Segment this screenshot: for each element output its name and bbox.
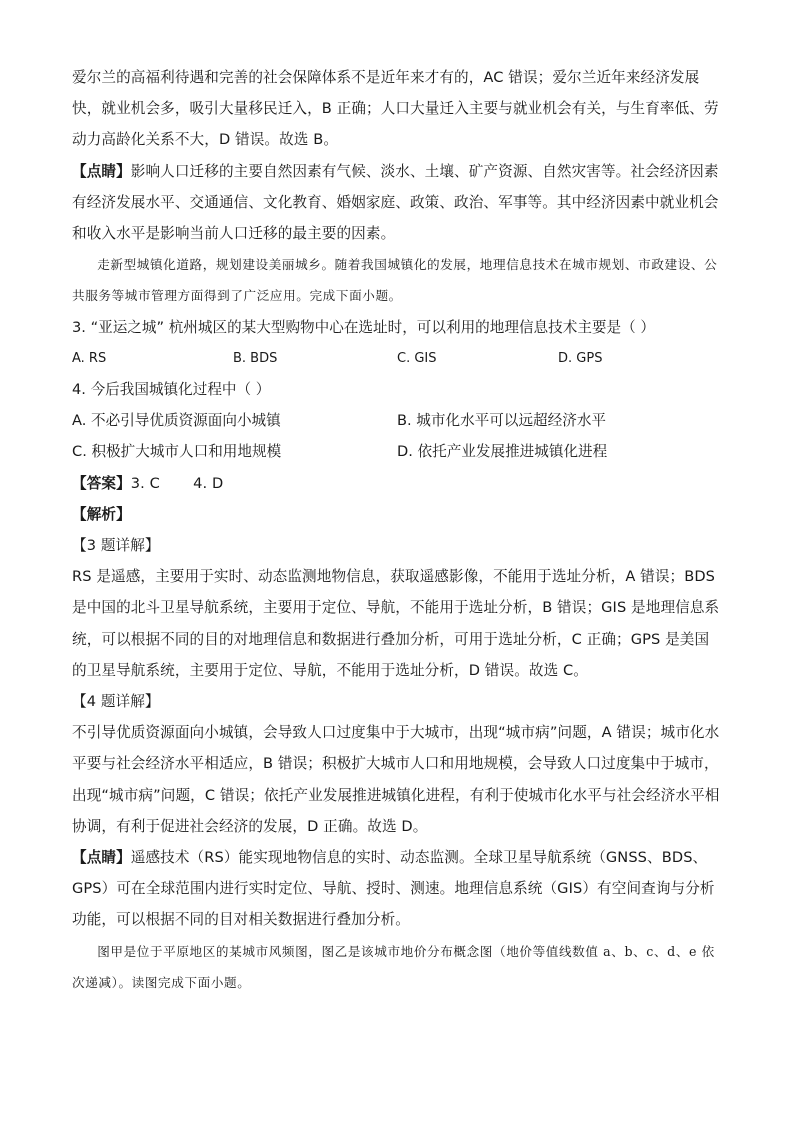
q4-option-b: B. 城市化水平可以远超经济水平 (397, 412, 607, 430)
question-3-stem: 3. “亚运之城” 杭州城区的某大型购物中心在选址时，可以利用的地理信息技术主要是（ ） (72, 318, 655, 336)
question-3-options (72, 343, 722, 374)
answer-line (72, 468, 722, 499)
note-paragraph-1 (72, 156, 722, 250)
note-text: 影响人口迁移的主要自然因素有气候、淡水、土壤、矿产资源、自然灾害等。社会经济因素有经济发展水平、交通通信、文化教育、婚姻家庭、政策、政治、军事等。其中经济因素中就业机会和收入水平是影响当前人口迁移的最主要的因素。 (72, 162, 719, 243)
q4-option-c: C. 积极扩大城市人口和用地规模 (72, 443, 282, 461)
detail-4-heading: 【4 题详解】 (72, 693, 160, 711)
q3-option-a: A. RS (72, 350, 107, 366)
question-4-options-row-1 (72, 405, 722, 436)
q4-option-a: A. 不必引导优质资源面向小城镇 (72, 412, 281, 430)
analysis-heading: 【解析】 (72, 505, 131, 523)
stimulus-paragraph-1: 走新型城镇化道路，规划建设美丽城乡。随着我国城镇化的发展，地理信息技术在城市规划、市政建设、公共服务等城市管理方面得到了广泛应用。完成下面小题。 (72, 257, 718, 304)
detail-3-text: RS 是遥感，主要用于实时、动态监测地物信息，获取遥感影像，不能用于选址分析，A 错误；BDS 是中国的北斗卫星导航系统，主要用于定位、导航，不能用于选址分析，B 错误；GIS 是地理信息系统，可以根据不同的目的对地理信息和数据进行叠加分析，可用于选址分析，C 正确；GPS 是美国的卫星导航系统，主要用于定位、导航，不能用于选址分析，D 错误。故选 C。 (72, 568, 720, 679)
question-4-stem: 4. 今后我国城镇化过程中（ ） (72, 381, 271, 399)
question-4-options-row-2 (72, 436, 722, 467)
note-2-text: 遥感技术（RS）能实现地物信息的实时、动态监测。全球卫星导航系统（GNSS、BDS、GPS）可在全球范围内进行实时定位、导航、授时、测速。地理信息系统（GIS）有空间查询与分析功能，可以根据不同的目对相关数据进行叠加分析。 (72, 849, 715, 929)
detail-3-heading: 【3 题详解】 (72, 537, 160, 554)
q3-option-c: C. GIS (397, 350, 437, 366)
q3-option-d: D. GPS (558, 350, 603, 366)
document-page (72, 62, 722, 998)
q3-option-b: B. BDS (233, 350, 278, 366)
answer-tag: 【答案】 (72, 474, 131, 492)
note-paragraph-2 (72, 842, 722, 936)
note-tag: 【点睛】 (72, 162, 131, 180)
note-2-tag: 【点睛】 (72, 849, 131, 867)
detail-4-text: 不引导优质资源面向小城镇，会导致人口过度集中于大城市，出现“城市病”问题，A 错误；城市化水平要与社会经济水平相适应，B 错误；积极扩大城市人口和用地规模，会导致人口过度集中于城市，出现“城市病”问题，C 错误；依托产业发展推进城镇化进程，有利于使城市化水平与社会经济水平相协调，有利于促进社会经济的发展，D 正确。故选 D。 (72, 724, 720, 835)
q4-option-d: D. 依托产业发展推进城镇化进程 (397, 443, 608, 461)
explanation-paragraph: 爱尔兰的高福利待遇和完善的社会保障体系不是近年来才有的，AC 错误；爱尔兰近年来经济发展快，就业机会多，吸引大量移民迁入，B 正确；人口大量迁入主要与就业机会有关，与生育率低、劳动力高龄化关系不大，D 错误。故选 B。 (72, 69, 719, 149)
answer-text: 3. C 4. D (130, 474, 224, 492)
stimulus-paragraph-2: 图甲是位于平原地区的某城市风频图，图乙是该城市地价分布概念图（地价等值线数值 a、b、c、d、e 依次递减）。读图完成下面小题。 (72, 943, 715, 990)
